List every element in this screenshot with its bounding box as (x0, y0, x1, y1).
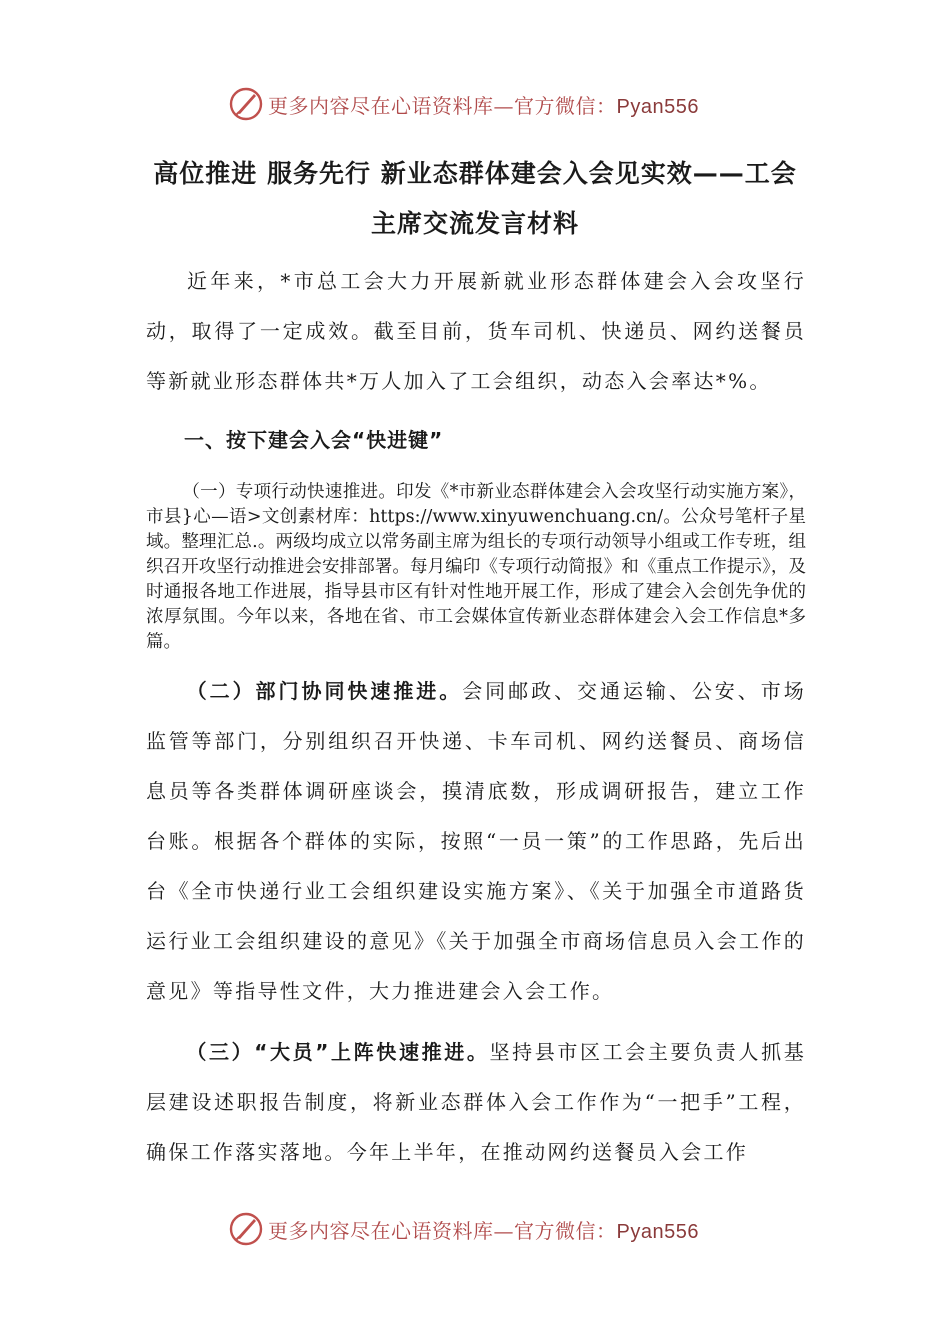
watermark-banner-bottom (0, 1209, 950, 1249)
item-3-body: 坚持县市区工会主要负责人抓基层建设述职报告制度，将新业态群体入会工作作为“一把手”工程，确保工作落实落地。今年上半年，在推动网约送餐员入会工作 (146, 1040, 807, 1164)
item-2-body: 会同邮政、交通运输、公安、市场监管等部门，分别组织召开快递、卡车司机、网约送餐员、商场信息员等各类群体调研座谈会，摸清底数，形成调研报告，建立工作台账。根据各个群体的实际，按照“一员一策”的工作思路，先后出台《全市快递行业工会组织建设实施方案》、《关于加强全市道路货运行业工会组织建设的意见》《关于加强全市商场信息员入会工作的意见》等指导性文件，大力推进建会入会工作。 (146, 679, 806, 1003)
banner-text (268, 90, 699, 119)
item-3-lead: （三）“大员”上阵快速推进。 (186, 1040, 490, 1064)
banner-wechat-id: Pyan556 (616, 1220, 699, 1243)
intro-paragraph (146, 256, 806, 406)
banner-label: 更多内容尽在心语资料库—官方微信： (268, 1218, 617, 1243)
banner-label: 更多内容尽在心语资料库—官方微信： (268, 93, 617, 118)
item-2-lead: （二）部门协同快速推进。 (186, 679, 463, 703)
watermark-banner-top (0, 84, 950, 124)
intro-text: 近年来，*市总工会大力开展新就业形态群体建会入会攻坚行动，取得了一定成效。截至目前，货车司机、快递员、网约送餐员等新就业形态群体共*万人加入了工会组织，动态入会率达*%。 (146, 269, 806, 393)
item-1-text: （一）专项行动快速推进。印发《*市新业态群体建会入会攻坚行动实施方案》，市县}心—语>文创素材库：https://www.xinyuwenchuang.cn/。公众号笔杆子星域。整理汇总.。两级均成立以常务副主席为组长的专项行动领导小组或工作专班，组织召开攻坚行动推进会安排部署。每月编印《专项行动简报》和《重点工作提示》，及时通报各地工作进展，指导县市区有针对性地开展工作，形成了建会入会创先争优的浓厚氛围。今年以来，各地在省、市工会媒体宣传新业态群体建会入会工作信息*多篇。 (146, 482, 806, 652)
banner-wechat-id: Pyan556 (616, 95, 699, 118)
quill-logo-icon (228, 86, 264, 122)
section-heading: 一、按下建会入会“快进键” (184, 428, 444, 452)
document-title-line-1: 高位推进 服务先行 新业态群体建会入会见实效——工会 (153, 159, 797, 188)
banner-text (268, 1215, 699, 1244)
document-title-line-2: 主席交流发言材料 (370, 209, 579, 238)
item-1-paragraph (146, 480, 806, 655)
quill-logo-icon (228, 1211, 264, 1247)
item-3-paragraph (146, 1027, 806, 1177)
item-2-paragraph (146, 666, 806, 1016)
